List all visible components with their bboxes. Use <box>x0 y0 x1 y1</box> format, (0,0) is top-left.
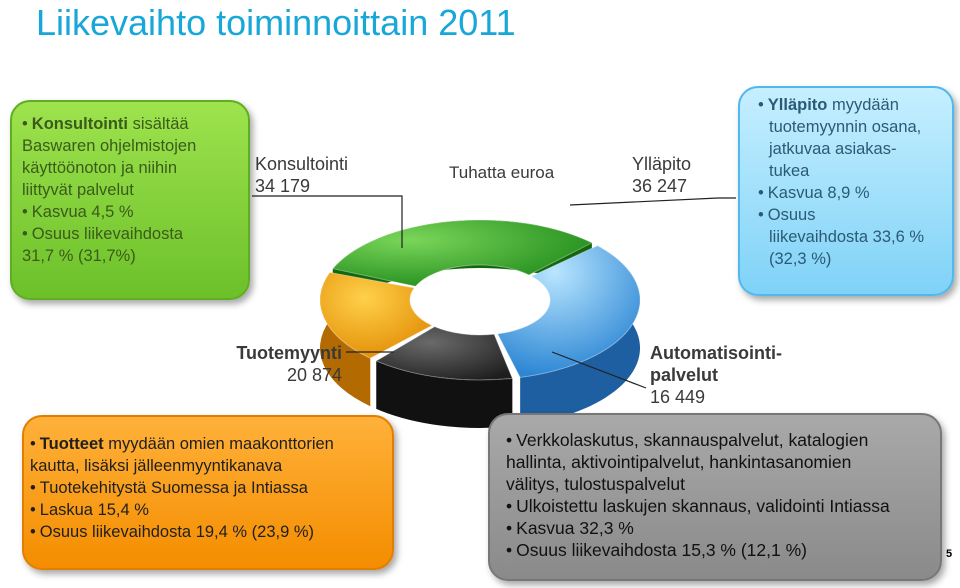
slice-value-yllapito: 36 247 <box>632 176 688 196</box>
list-item: • Kasvua 8,9 % <box>758 184 870 202</box>
tuotemyynti-info-list <box>30 433 334 543</box>
list-item: tukea <box>769 162 810 180</box>
list-item: liittyvät palvelut <box>22 181 134 199</box>
slice-label-yllapito <box>632 153 691 197</box>
list-item: 31,7 % (31,7%) <box>22 247 136 265</box>
list-item: • Osuus liikevaihdosta <box>22 225 184 243</box>
slice-name-konsultointi: Konsultointi <box>255 154 349 174</box>
list-item: • Kasvua 32,3 % <box>506 518 634 538</box>
automatisointi-info-list <box>506 429 890 561</box>
list-item: (32,3 %) <box>769 250 832 268</box>
yllapito-info-list <box>758 94 924 270</box>
slice-name-automatisointi-2: palvelut <box>650 365 719 385</box>
slice-name-yllapito: Ylläpito <box>632 154 692 174</box>
list-item: • Tuotteet myydään omien maakonttorien <box>30 435 334 453</box>
slice-value-automatisointi: 16 449 <box>650 387 706 407</box>
page-title: Liikevaihto toiminnoittain 2011 <box>36 2 516 43</box>
list-item: • Osuus liikevaihdosta 15,3 % (12,1 %) <box>506 540 807 560</box>
list-item: käyttöönoton ja niihin <box>22 159 178 177</box>
list-item: • Ylläpito myydään <box>758 96 899 114</box>
list-item: • Osuus liikevaihdosta 19,4 % (23,9 %) <box>30 523 315 541</box>
slice-name-tuotemyynti: Tuotemyynti <box>236 343 342 363</box>
list-item: • Laskua 15,4 % <box>30 501 149 519</box>
list-item: hallinta, aktivointipalvelut, hankintasanomien <box>506 452 852 472</box>
slice-label-konsultointi <box>255 153 348 197</box>
slice-value-tuotemyynti: 20 874 <box>286 365 342 385</box>
list-item: • Tuotekehitystä Suomessa ja Intiassa <box>30 479 308 497</box>
list-item: välitys, tulostuspalvelut <box>506 474 685 494</box>
list-item: • Kasvua 4,5 % <box>22 203 134 221</box>
slice-value-konsultointi: 34 179 <box>255 176 311 196</box>
donut-slices <box>320 220 640 428</box>
list-item: liikevaihdosta 33,6 % <box>769 228 925 246</box>
list-item: kautta, lisäksi jälleenmyyntikanava <box>30 457 283 475</box>
list-item: Baswaren ohjelmistojen <box>22 137 197 155</box>
list-item: jatkuvaa asiakas- <box>769 140 897 158</box>
slice-label-tuotemyynti <box>232 342 342 386</box>
slice-name-automatisointi-1: Automatisointi- <box>650 343 782 363</box>
konsultointi-info-list <box>22 113 196 267</box>
page-number: 5 <box>946 548 953 560</box>
list-item: • Ulkoistettu laskujen skannaus, validointi Intiassa <box>506 496 890 516</box>
list-item: tuotemyynnin osana, <box>769 118 922 136</box>
list-item: • Osuus <box>758 206 816 224</box>
leader-line-yllapito <box>570 198 736 205</box>
list-item: • Konsultointi sisältää <box>22 115 189 133</box>
slice-label-automatisointi <box>650 342 782 408</box>
unit-label: Tuhatta euroa <box>449 163 555 182</box>
list-item: • Verkkolaskutus, skannauspalvelut, katalogien <box>506 430 869 450</box>
